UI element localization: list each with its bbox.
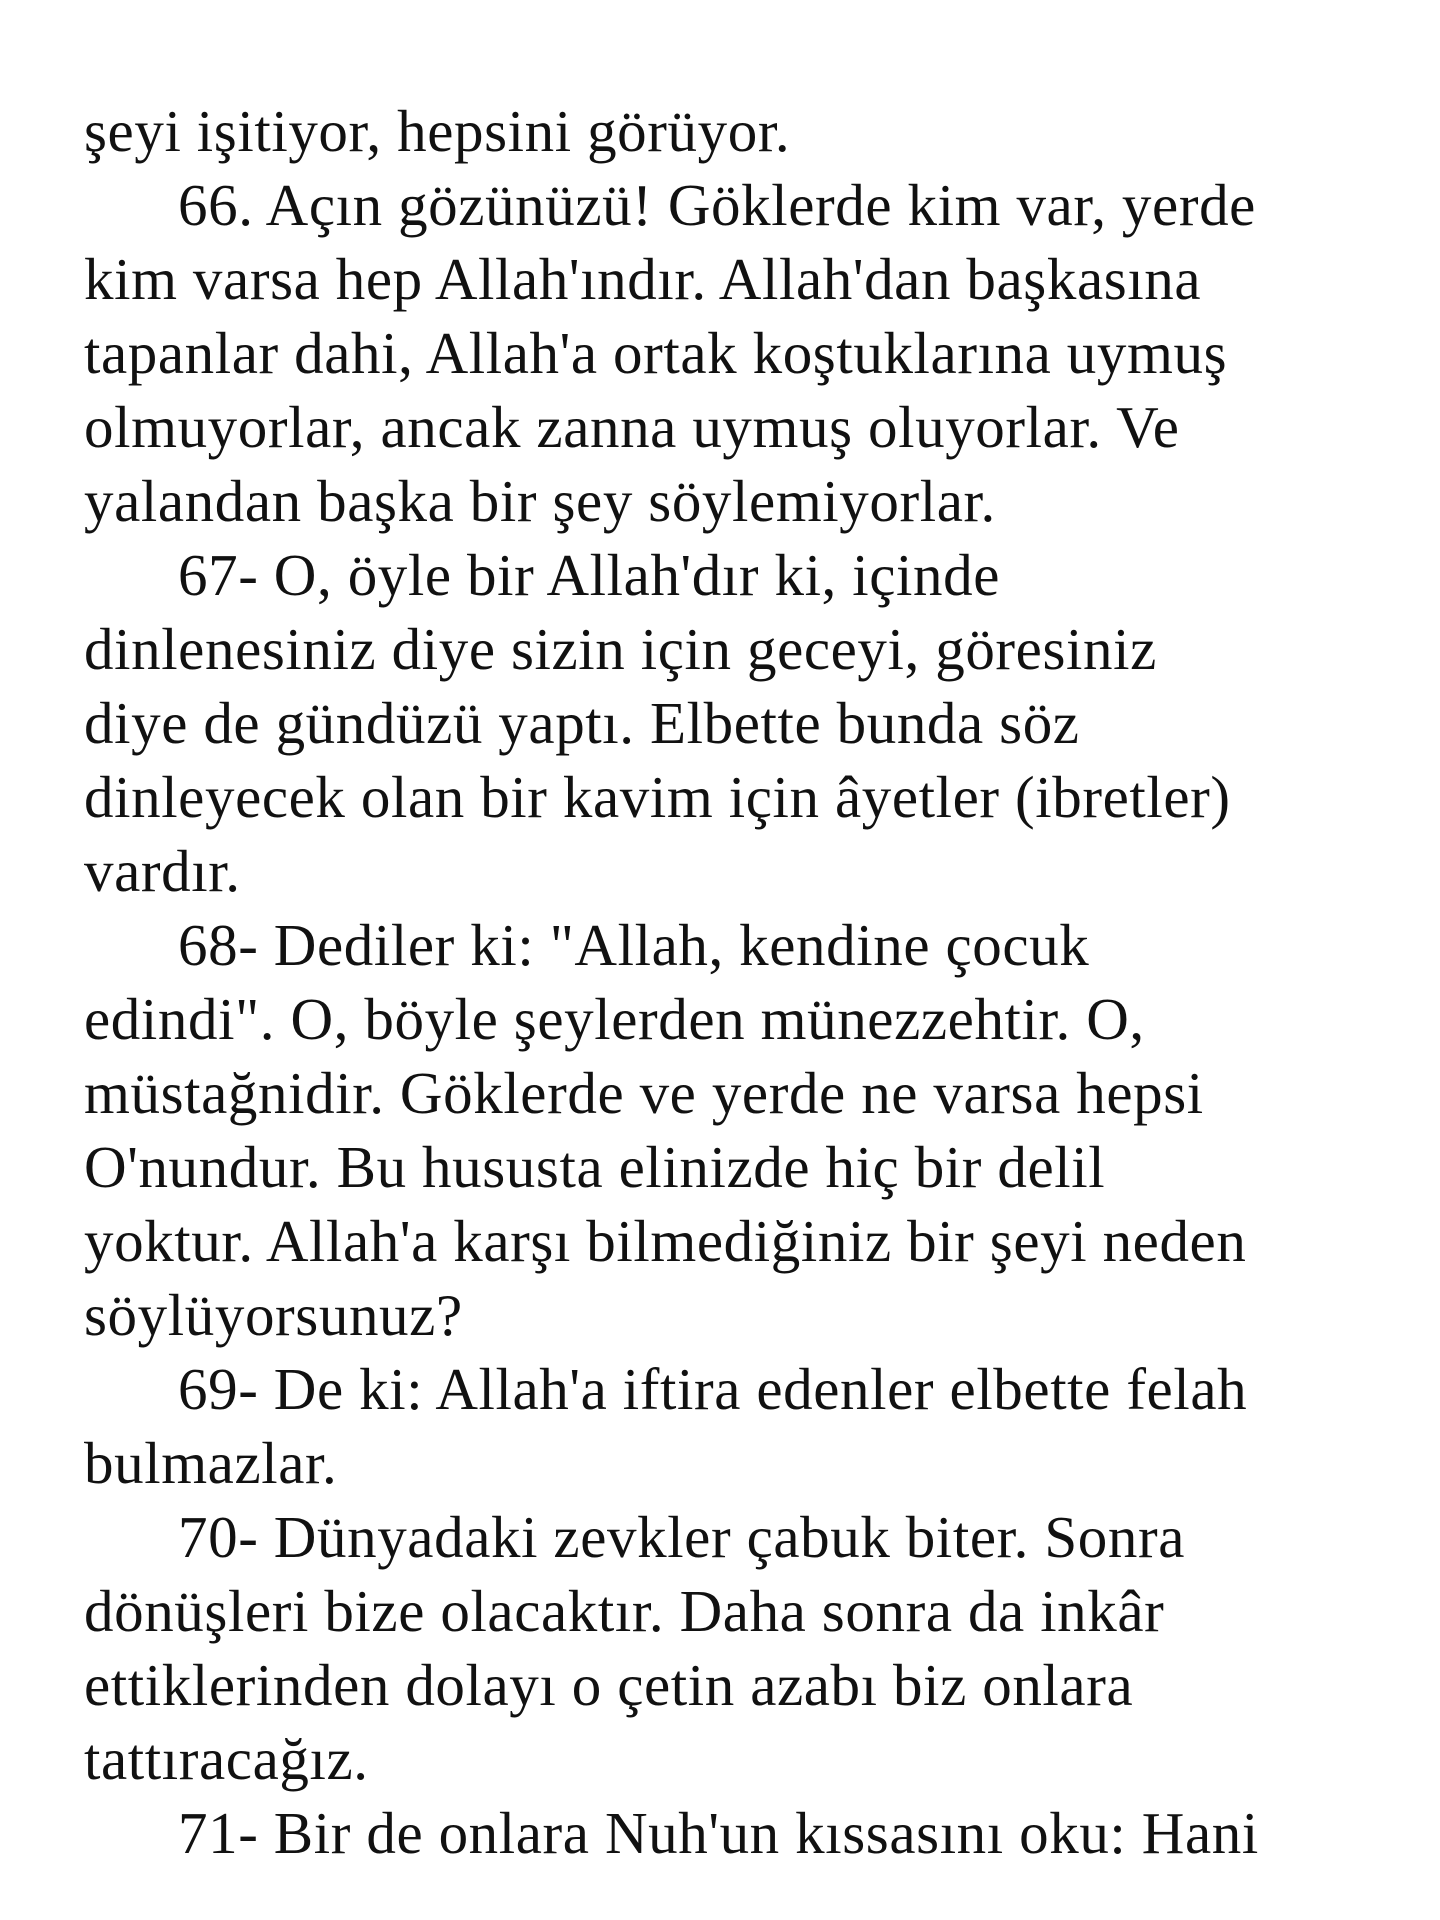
text-line: ettiklerinden dolayı o çetin azabı biz onlara (84, 1652, 1134, 1718)
page-text (84, 94, 1404, 1870)
text-line: tapanlar dahi, Allah'a ortak koştuklarına uymuş (84, 320, 1228, 386)
text-line: tattıracağız. (84, 1726, 369, 1792)
text-line: şeyi işitiyor, hepsini görüyor. (84, 98, 791, 164)
text-line: edindi". O, böyle şeylerden münezzehtir. O, (84, 986, 1145, 1052)
text-line: yalandan başka bir şey söylemiyorlar. (84, 468, 996, 534)
text-line: bulmazlar. (84, 1430, 338, 1496)
text-line: 69- De ki: Allah'a iftira edenler elbette felah (178, 1356, 1248, 1422)
text-line: vardır. (84, 838, 241, 904)
text-line: 70- Dünyadaki zevkler çabuk biter. Sonra (178, 1504, 1186, 1570)
text-line: diye de gündüzü yaptı. Elbette bunda söz (84, 690, 1080, 756)
text-line: kim varsa hep Allah'ındır. Allah'dan başkasına (84, 246, 1202, 312)
text-line: söylüyorsunuz? (84, 1282, 463, 1348)
text-line: müstağnidir. Göklerde ve yerde ne varsa hepsi (84, 1060, 1204, 1126)
text-line: 71- Bir de onlara Nuh'un kıssasını oku: Hani (178, 1800, 1259, 1866)
text-line: yoktur. Allah'a karşı bilmediğiniz bir şeyi neden (84, 1208, 1247, 1274)
text-line: 67- O, öyle bir Allah'dır ki, içinde (178, 542, 1001, 608)
text-line: O'nundur. Bu hususta elinizde hiç bir delil (84, 1134, 1106, 1200)
text-line: olmuyorlar, ancak zanna uymuş oluyorlar. Ve (84, 394, 1180, 460)
text-line: dinlenesiniz diye sizin için geceyi, göresiniz (84, 616, 1157, 682)
text-line: 68- Dediler ki: "Allah, kendine çocuk (178, 912, 1090, 978)
text-line: 66. Açın gözünüzü! Göklerde kim var, yerde (178, 172, 1256, 238)
text-line: dönüşleri bize olacaktır. Daha sonra da inkâr (84, 1578, 1165, 1644)
text-line: dinleyecek olan bir kavim için âyetler (ibretler) (84, 764, 1231, 830)
